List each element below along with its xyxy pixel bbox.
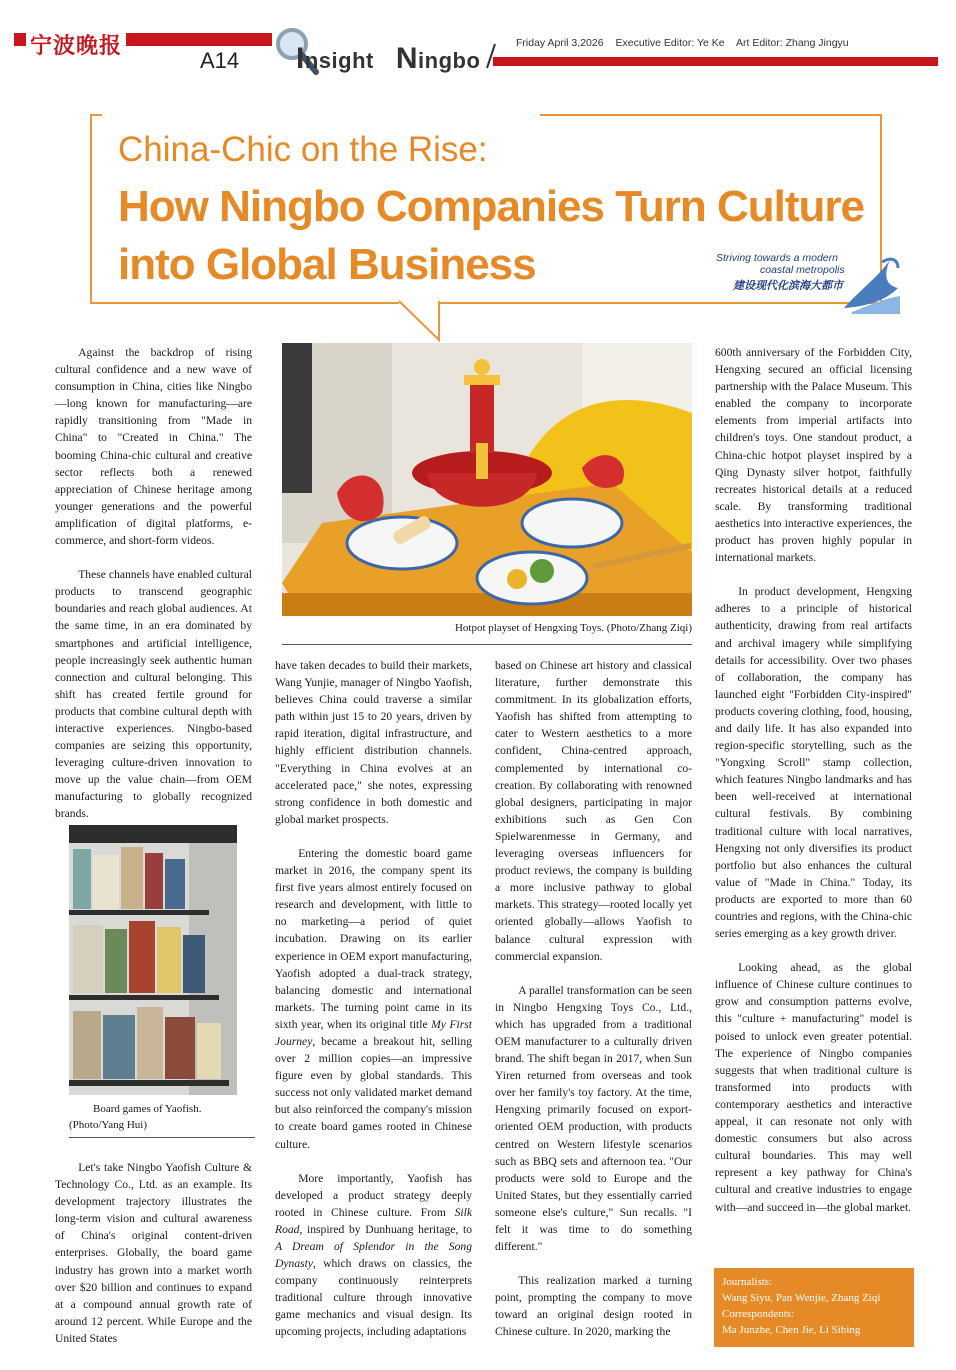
hotpot-playset-photo — [282, 343, 692, 616]
headline-subtitle: China-Chic on the Rise: — [118, 130, 488, 169]
correspondents-label: Correspondents: — [722, 1308, 795, 1320]
issue-info — [516, 37, 858, 49]
correspondents-names: Ma Junzhe, Chen Jie, Li Sibing — [722, 1324, 861, 1336]
photo1-caption: Hotpot playset of Hengxing Toys. (Photo/Zhang Ziqi) — [454, 622, 692, 634]
game-title: Silk Road — [275, 1205, 472, 1236]
column-1-bottom — [55, 1159, 252, 1347]
photo2-caption-line-1: Board games of Yaofish. — [93, 1103, 202, 1115]
paragraph: More importantly, Yaofish has developed a product strategy deeply rooted in Chinese culture. From Silk Road, inspired by Dunhuang heritage, to A Dream of Splendor in the Song Dynasty, which draws on classics, the company continuously reinterprets traditional culture through innovative game mechanics and visual design. Its upcoming projects, including adaptations — [275, 1171, 472, 1339]
section-title-initial-1: I — [296, 42, 305, 75]
paragraph: based on Chinese art history and classical literature, further demonstrate this commitment. In its globalization efforts, Yaofish has shifted from attempting to cater to Western aesthetics to a more confident, China-centred approach, complemented by international co-creation. By collaborating with renowned global designers, participating in major exhibitions such as Gen Con Spielwarenmesse in Germany, and leveraging overseas influencers for product reviews, the company is building a more inclusive pathway to global markets. This strategy—rooted locally yet oriented globally—allows Yaofish to balance cultural expression with commercial expansion. — [495, 659, 692, 963]
paragraph: 600th anniversary of the Forbidden City, Hengxing secured an official licensing partnership with the Palace Museum. This enabled the company to incorporate elements from imperial artifacts into children's toys. One standout product, a China-chic hotpot playset inspired by a Qing Dynasty silver hotpot, faithfully recreates historical details at a reduced scale. By transforming traditional aesthetics into interactive experiences, the product has proven highly popular in international markets. — [715, 346, 912, 565]
headline-box-top-right — [540, 114, 882, 116]
paragraph: Looking ahead, as the global influence of Chinese culture continues to grow and consumption patterns evolve, this "culture + manufacturing" model is poised to unlock even greater potential. The experience of Ningbo companies suggests that when traditional culture is transformed into products with contemporary aesthetics and interactive appeal, it can resonate not only with domestic consumers but also across cultural boundaries. This may well represent a key pathway for China's cultural and creative industries to engage with—and succeed in—the global market. — [715, 961, 912, 1214]
paragraph: This realization marked a turning point, prompting the company to move toward an original design rooted in Chinese culture. In 2020, marking the — [495, 1274, 692, 1339]
column-2 — [275, 657, 472, 1341]
photo2-caption-line-2: (Photo/Yang Hui) — [69, 1119, 148, 1131]
badge-line-2: coastal metropolis — [760, 264, 845, 276]
section-title — [296, 42, 480, 76]
section-title-word-2: ingbo — [418, 48, 481, 73]
issue-date: Friday April 3,2026 — [516, 37, 604, 49]
paragraph: Against the backdrop of rising cultural confidence and a new wave of consumption in China, cities like Ningbo—long known for manufacturing—are rapidly transitioning from "Made in China" to "Created in China." The booming China-chic cultural and creative sector reflects both a renewed appreciation of Chinese heritage among younger generations and the powerful amplification of digital platforms, e-commerce, and short-form videos. — [55, 346, 252, 548]
caption-rule-2 — [69, 1137, 255, 1138]
executive-editor: Executive Editor: Ye Ke — [615, 37, 725, 49]
headline-box-top-left — [90, 114, 102, 116]
masthead-logo: 宁波晚报 — [26, 29, 126, 60]
section-title-initial-2: N — [395, 42, 419, 75]
column-1-top — [55, 344, 252, 823]
headline-title: How Ningbo Companies Turn Culture into Global Business — [118, 182, 864, 289]
paragraph: In product development, Hengxing adheres to a principle of historical authenticity, drawing from real artifacts and archival imagery while simplifying details for accessibility. Over two phases of collaboration, the company has launched eight "Forbidden City-inspired" products covering clothing, food, housing, and daily life. It has also expanded into region-specific storytelling, such as the "Yongxing Scroll" stamp collection, which features Ningbo landmarks and has been well-received at international cultural festivals. By combining traditional culture with local narratives, Hengxing not only diversifies its product portfolio but also enhances the cultural value of "Made in China." Today, its products are exported to more than 60 countries and regions, with the China-chic series emerging as a key growth driver. — [715, 585, 912, 941]
paragraph: have taken decades to build their markets, Wang Yunjie, manager of Ningbo Yaofish, believes China could traverse a similar path within just 15 to 20 years, driven by rapid iteration, digital infrastructure, and highly efficient distribution channels. "Everything in China evolves at an accelerated pace," she notes, expressing strong confidence in both domestic and global market prospects. — [275, 659, 472, 826]
column-3 — [495, 657, 692, 1341]
paragraph: These channels have enabled cultural products to transcend geographic boundaries and reach global audiences. At the same time, in an era dominated by smartphones and artificial intelligence, people increasingly seek authentic human connection and cultural belonging. This shift has created fertile ground for products that combine cultural depth with interactive experiences. Ningbo-based companies are seizing this opportunity, leveraging culture-driven innovation to move up the value chain—from OEM manufacturing to globally recognized brands. — [55, 568, 252, 821]
badge-chinese: 建设现代化滨海大都市 — [733, 279, 843, 292]
column-4 — [715, 344, 912, 1216]
paragraph: Entering the domestic board game market in 2016, the company spent its first five years almost entirely focused on research and development, with little to no marketing—a period of quiet incubation. Drawing on its earlier experience in OEM export manufacturing, Yaofish adopted a dual-track strategy, balancing domestic and international markets. The turning point came in its sixth year, when its original title My First Journey, became a breakout hit, selling over 2 million copies—an impressive figure even by global standards. This success not only validated market demand but also reinforced the company's mission to create board games rooted in Chinese culture. — [275, 846, 472, 1151]
game-title: My First Journey — [275, 1017, 472, 1048]
journalists-box — [714, 1268, 914, 1347]
journalists-names: Wang Siyu, Pan Wenjie, Zhang Ziqi — [722, 1292, 881, 1304]
caption-rule — [282, 644, 692, 645]
board-games-photo — [69, 825, 237, 1095]
section-title-word-1: nsight — [304, 48, 374, 73]
paragraph: Let's take Ningbo Yaofish Culture & Technology Co., Ltd. as an example. Its development trajectory illustrates the long-term vision and cultural awareness of China's original content-driven enterprises. Globally, the board game industry has grown into a market worth over $20 billion and continues to expand at a compound annual growth rate of around 12 percent. While Europe and the United States — [55, 1161, 252, 1345]
photo2-caption — [69, 1101, 241, 1133]
header-red-rule — [493, 57, 938, 66]
speech-tail — [396, 300, 456, 344]
badge-line-1: Striving towards a modern — [716, 252, 838, 264]
page-number: A14 — [200, 48, 240, 73]
game-title: A Dream of Splendor in the Song Dynasty — [275, 1240, 472, 1271]
art-editor: Art Editor: Zhang Jingyu — [735, 37, 849, 49]
paragraph: A parallel transformation can be seen in Ningbo Hengxing Toys Co., Ltd., which has upgraded from a traditional OEM manufacturer to a culturally driven brand. The shift began in 2017, when Sun Yiren returned from overseas and took over her family's toy factory. At the time, Hengxing primarily focused on export-oriented OEM production, with products centred on Western lifestyle scenarios such as BBQ sets and afternoon tea. "Our products were sold to Europe and the United States, but they essentially carried someone else's culture," Sun recalls. "I felt it was time to do something different." — [495, 983, 692, 1254]
journalists-label: Journalists: — [722, 1276, 773, 1288]
